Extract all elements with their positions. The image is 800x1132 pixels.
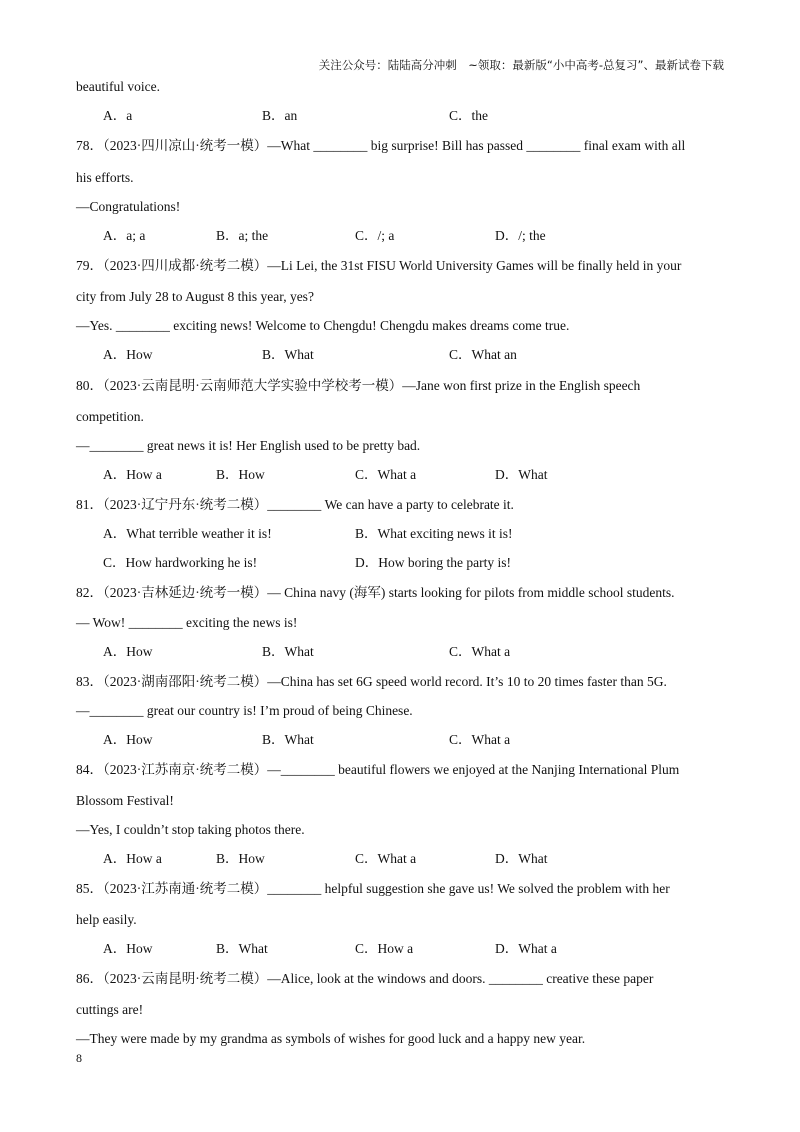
answer-option: C．How a — [355, 941, 414, 956]
answer-option: D．What a — [495, 941, 557, 956]
question-text-line: cuttings are! — [76, 1002, 144, 1017]
question-text-line: 85．（2023·江苏南通·统考二模）________ helpful suggestion she gave us! We solved the problem with her — [76, 881, 670, 896]
question-text-line: 82．（2023·吉林延边·统考一模）— China navy (海军) starts looking for pilots from middle school students. — [76, 585, 675, 600]
answer-option: A．How — [103, 941, 153, 956]
answer-option: A．How — [103, 732, 153, 747]
answer-option: B．a; the — [216, 228, 269, 243]
answer-option: A．How a — [103, 851, 162, 866]
question-text-line: 78．（2023·四川凉山·统考一模）—What ________ big surprise! Bill has passed ________ final exam with all — [76, 138, 686, 153]
answer-option: A．How a — [103, 467, 162, 482]
answer-option: A．How — [103, 644, 153, 659]
question-text-line: 84．（2023·江苏南京·统考二模）—________ beautiful flowers we enjoyed at the Nanjing International Plum — [76, 762, 680, 777]
question-text-line: his efforts. — [76, 170, 134, 185]
answer-option: B．What exciting news it is! — [355, 526, 513, 541]
question-text-line: competition. — [76, 409, 144, 424]
answer-option: D．How boring the party is! — [355, 555, 511, 570]
answer-option: D．/; the — [495, 228, 546, 243]
answer-option: D．What — [495, 467, 548, 482]
question-text-line: 86．（2023·云南昆明·统考二模）—Alice, look at the windows and doors. ________ creative these paper — [76, 971, 654, 986]
answer-option: B．How — [216, 467, 265, 482]
answer-option: B．an — [262, 108, 298, 123]
question-text-line: beautiful voice. — [76, 79, 160, 94]
question-text-line: —________ great our country is! I’m proud of being Chinese. — [76, 703, 413, 718]
question-text-line: —Yes, I couldn’t stop taking photos there. — [76, 822, 305, 837]
question-text-line: help easily. — [76, 912, 137, 927]
question-text-line: —They were made by my grandma as symbols of wishes for good luck and a happy new year. — [76, 1031, 586, 1046]
answer-option: C．the — [449, 108, 488, 123]
question-text-line: —Congratulations! — [76, 199, 181, 214]
answer-option: B．What — [262, 644, 314, 659]
answer-option: C．What a — [449, 732, 511, 747]
answer-option: C．How hardworking he is! — [103, 555, 258, 570]
question-text-line: —Yes. ________ exciting news! Welcome to Chengdu! Chengdu makes dreams come true. — [76, 318, 570, 333]
answer-option: C．What a — [449, 644, 511, 659]
answer-option: C．What a — [355, 467, 417, 482]
question-text-line: Blossom Festival! — [76, 793, 174, 808]
question-text-line: — Wow! ________ exciting the news is! — [76, 615, 298, 630]
question-text-line: —________ great news it is! Her English used to be pretty bad. — [76, 438, 421, 453]
answer-option: A．a — [103, 108, 133, 123]
answer-option: B．How — [216, 851, 265, 866]
question-text-line: 83．（2023·湖南邵阳·统考二模）—China has set 6G speed world record. It’s 10 to 20 times faster than 5G. — [76, 674, 667, 689]
answer-option: A．How — [103, 347, 153, 362]
question-text-line: 79．（2023·四川成都·统考二模）—Li Lei, the 31st FISU World University Games will be finally held in your — [76, 258, 682, 273]
question-text-line: 81．（2023·辽宁丹东·统考二模）________ We can have a party to celebrate it. — [76, 497, 514, 512]
answer-option: C．What an — [449, 347, 517, 362]
question-text-line: 80．（2023·云南昆明·云南师范大学实验中学校考一模）—Jane won first prize in the English speech — [76, 378, 641, 393]
answer-option: C．/; a — [355, 228, 395, 243]
answer-option: C．What a — [355, 851, 417, 866]
answer-option: D．What — [495, 851, 548, 866]
question-text-line: city from July 28 to August 8 this year, yes? — [76, 289, 314, 304]
answer-option: B．What — [262, 347, 314, 362]
answer-option: B．What — [216, 941, 268, 956]
answer-option: B．What — [262, 732, 314, 747]
page-header: 关注公众号：陆陆高分冲刺 ~领取：最新版“小中高考-总复习”、最新试卷下载 — [318, 58, 724, 72]
answer-option: A．a; a — [103, 228, 146, 243]
page-number: 8 — [76, 1051, 82, 1065]
answer-option: A．What terrible weather it is! — [103, 526, 272, 541]
